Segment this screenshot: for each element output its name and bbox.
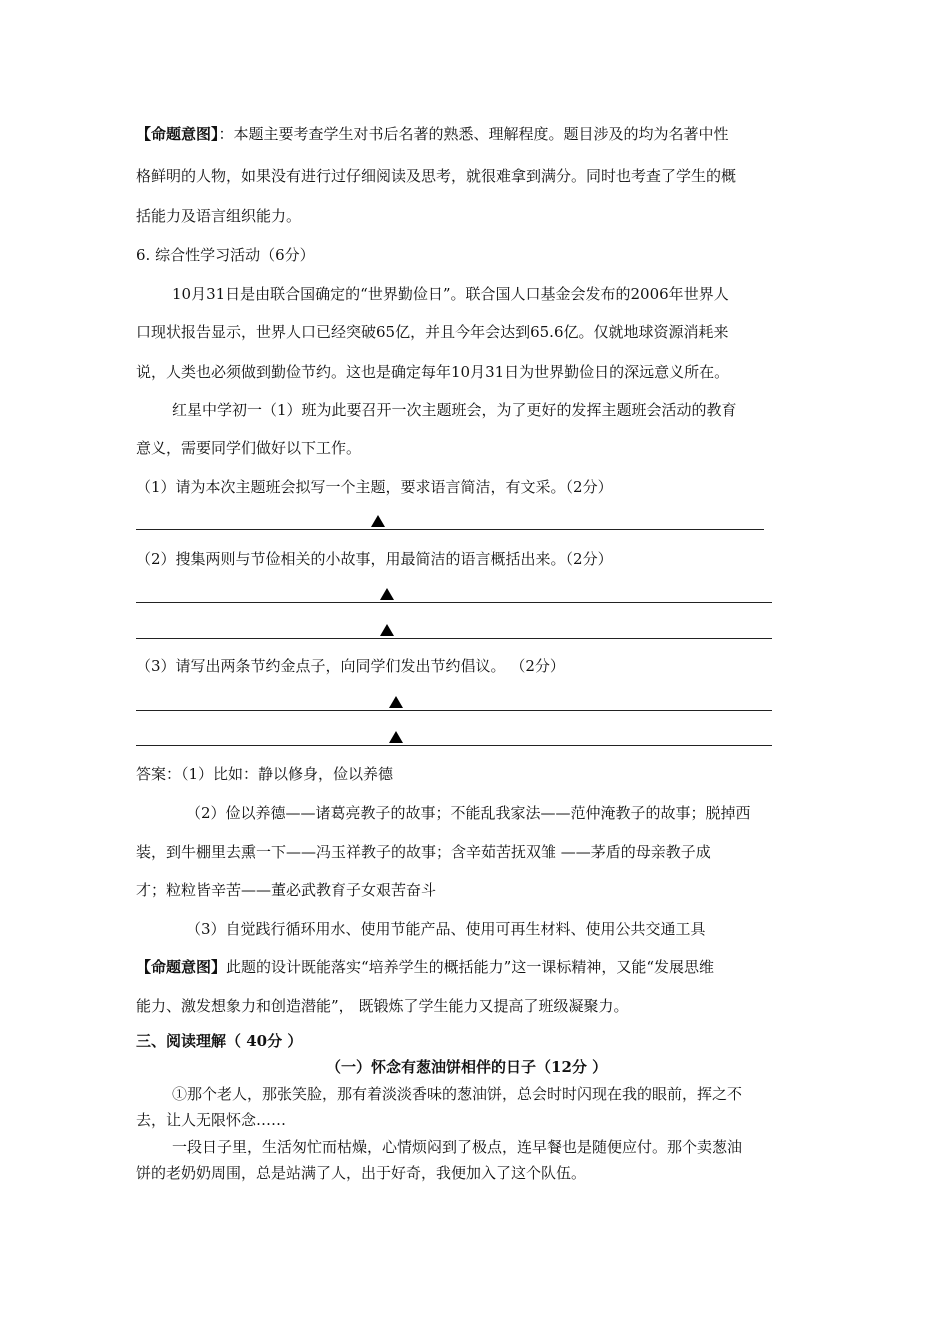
passage-line: 口现状报告显示，世界人口已经突破65亿，并且今年会达到65.6亿。仅就地球资源消耗来 [136,323,729,341]
article-line: 饼的老奶奶周围，总是站满了人，出于好奇，我便加入了这个队伍。 [136,1164,587,1182]
answer-line [136,710,772,711]
answer-line [136,602,772,603]
answer-line [136,638,772,639]
article-line: ①那个老人，那张笑脸，那有着淡淡香味的葱油饼，总会时时闪现在我的眼前，挥之不 [172,1085,743,1103]
answer-line [136,529,764,530]
passage-line: 意义，需要同学们做好以下工作。 [136,439,362,457]
answer-line-text: （2）俭以养德——诸葛亮教子的故事；不能乱我家法——范仲淹教子的故事；脱掉西 [186,804,751,822]
answer-line-text: 才；粒粒皆辛苦——董必武教育子女艰苦奋斗 [136,881,437,899]
question-title: 6. 综合性学习活动（6分） [136,246,315,264]
triangle-marker-icon [389,696,403,708]
sub-question-1: （1）请为本次主题班会拟写一个主题，要求语言简洁，有文采。（2分） [136,478,613,496]
article-line: 一段日子里，生活匆忙而枯燥，心情烦闷到了极点，连早餐也是随便应付。那个卖葱油 [172,1138,743,1156]
triangle-marker-icon [371,515,385,527]
intent-paragraph-line: 格鲜明的人物，如果没有进行过仔细阅读及思考，就很难拿到满分。同时也考查了学生的概 [136,167,737,185]
passage-line: 说，人类也必须做到勤俭节约。这也是确定每年10月31日为世界勤俭日的深远意义所在。 [136,363,730,381]
article-line: 去，让人无限怀念…… [136,1111,287,1129]
section-heading: 三、阅读理解（ 40分 ） [136,1032,303,1050]
sub-question-2: （2）搜集两则与节俭相关的小故事，用最简洁的语言概括出来。（2分） [136,550,613,568]
intent-paragraph-line: 【命题意图】：本题主要考查学生对书后名著的熟悉、理解程度。题目涉及的均为名著中性 [136,125,729,143]
answer-line-text: 装，到牛棚里去熏一下——冯玉祥教子的故事；含辛茹苦抚双雏 ——茅盾的母亲教子成 [136,843,711,861]
passage-line: 10月31日是由联合国确定的“世界勤俭日”。联合国人口基金会发布的2006年世界人 [172,285,729,303]
intent-paragraph-line: 能力、激发想象力和创造潜能”， 既锻炼了学生能力又提高了班级凝聚力。 [136,997,629,1015]
triangle-marker-icon [380,588,394,600]
intent-paragraph-line: 【命题意图】此题的设计既能落实“培养学生的概括能力”这一课标精神，又能“发展思维 [136,958,715,976]
intent-label: 【命题意图】 [136,125,219,143]
answer-line-text: 答案：（1）比如：静以修身，俭以养德 [136,765,394,783]
answer-line-text: （3）自觉践行循环用水、使用节能产品、使用可再生材料、使用公共交通工具 [186,920,706,938]
triangle-marker-icon [380,624,394,636]
article-title: （一）怀念有葱油饼相伴的日子（12分 ） [326,1058,608,1076]
sub-question-3: （3）请写出两条节约金点子，向同学们发出节约倡议。 （2分） [136,657,565,675]
intent-label: 【命题意图】 [136,958,227,976]
triangle-marker-icon [389,731,403,743]
intent-paragraph-line: 括能力及语言组织能力。 [136,207,302,225]
answer-line [136,745,772,746]
passage-line: 红星中学初一（1）班为此要召开一次主题班会，为了更好的发挥主题班会活动的教育 [172,401,737,419]
